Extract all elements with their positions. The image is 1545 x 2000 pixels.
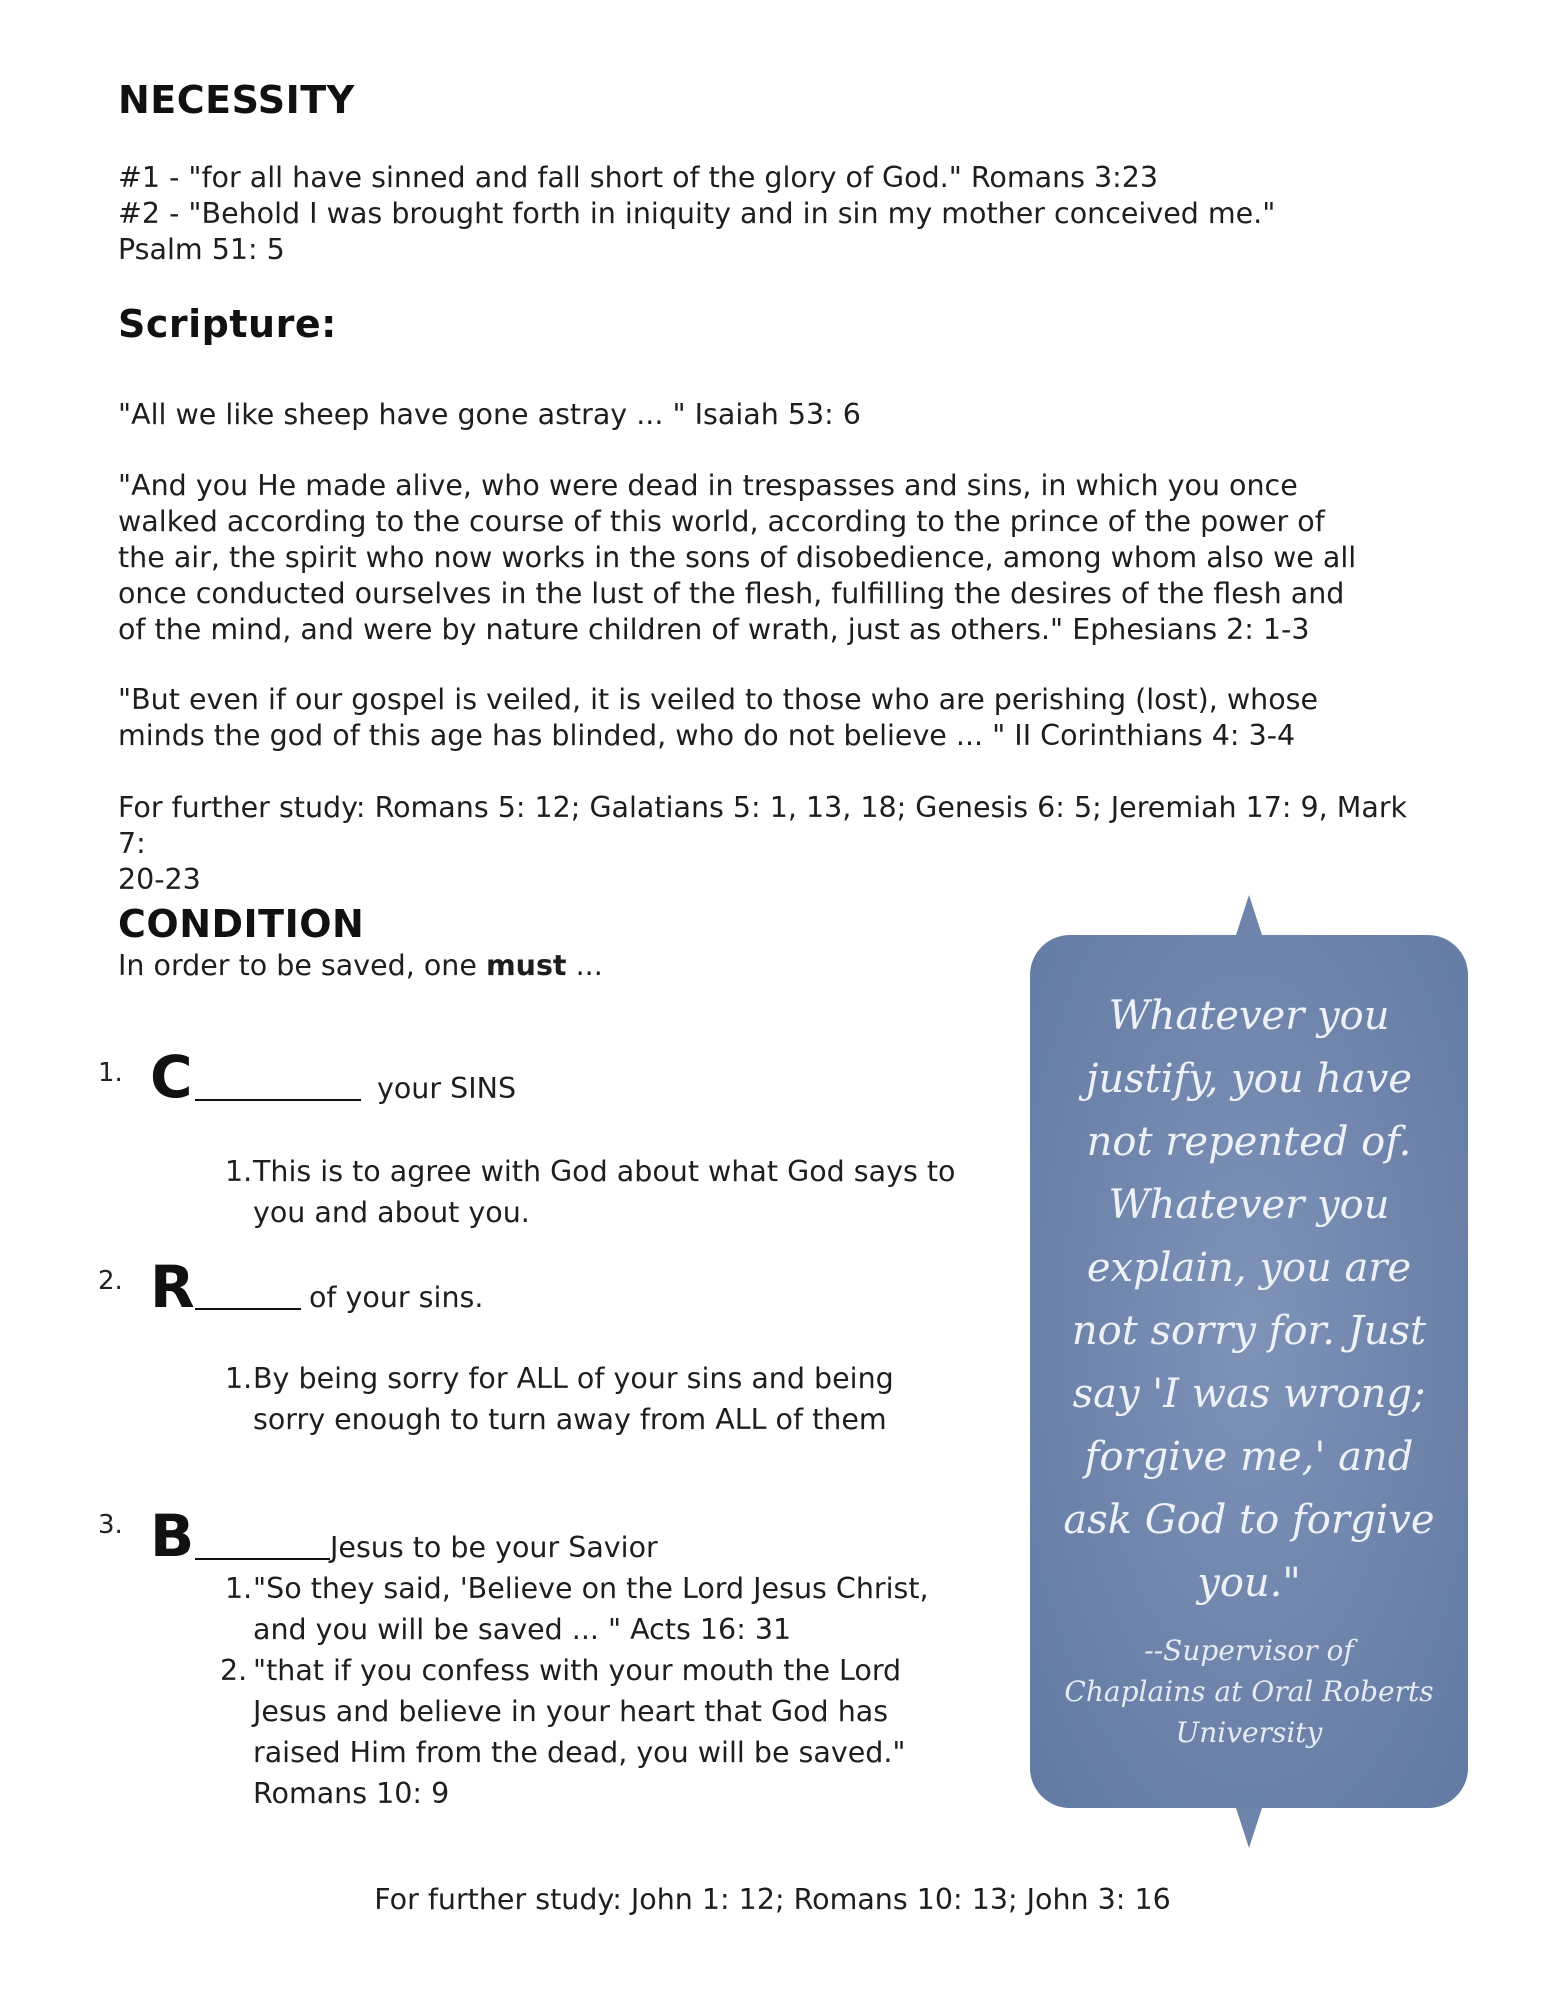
sub-item-line: you and about you. [253,1196,530,1229]
quote-line: not sorry for. Just [1071,1308,1427,1354]
quote-line: not repented of. [1086,1119,1412,1165]
item-letter-b: B [150,1502,195,1570]
sub-item-line: sorry enough to turn away from ALL of them [253,1403,887,1436]
attribution-line: --Supervisor of [1144,1634,1354,1667]
item-number: 3. [98,1510,123,1540]
sub-item-line: "So they said, 'Believe on the Lord Jesus Christ, [253,1572,929,1605]
item-letter-c: C [150,1043,193,1111]
sub-list-item [220,1650,985,1814]
sub-list-item [225,1151,985,1233]
scripture-p2-line: of the mind, and were by nature children of wrath, just as others." Ephesians 2: 1-3 [118,613,1310,646]
further-study-line: For further study: Romans 5: 12; Galatians 5: 1, 13, 18; Genesis 6: 5; Jeremiah 17: 9, Mark 7: [118,791,1408,860]
scripture-p2 [118,468,1438,648]
quote-attribution [1040,1630,1458,1753]
sub-item-line: raised Him from the dead, you will be saved." [253,1736,906,1769]
item-letter-r: R [150,1253,195,1321]
necessity-heading: NECESSITY [118,78,355,122]
condition-intro-text: In order to be saved, one [118,949,486,982]
scripture-p2-line: once conducted ourselves in the lust of the flesh, fulfilling the desires of the flesh and [118,577,1345,610]
sub-item-number: 2. [220,1654,248,1687]
condition-intro-must: must [485,949,567,982]
sub-item-number: 1. [225,1362,253,1395]
attribution-line: Chaplains at Oral Roberts [1064,1675,1434,1708]
condition-heading: CONDITION [118,902,365,946]
item-text: your SINS [377,1072,517,1105]
scripture-p3-line: minds the god of this age has blinded, who do not believe ... " II Corinthians 4: 3-4 [118,719,1296,752]
scripture-p3 [118,682,1438,754]
scripture-p2-line: "And you He made alive, who were dead in trespasses and sins, in which you once [118,469,1298,502]
condition-further-study: For further study: John 1: 12; Romans 10: 13; John 3: 16 [374,1883,1171,1916]
fill-in-blank [195,1557,330,1560]
scripture-further-study [118,790,1438,898]
item-number: 1. [98,1058,123,1088]
necessity-line-3: Psalm 51: 5 [118,233,285,266]
sub-item-line: By being sorry for ALL of your sins and being [253,1362,894,1395]
sub-item-line: and you will be saved ... " Acts 16: 31 [253,1613,792,1646]
quote-line: Whatever you [1108,1182,1390,1228]
scripture-p2-line: the air, the spirit who now works in the sons of disobedience, among whom also we all [118,541,1357,574]
attribution-line: University [1175,1716,1323,1749]
quote-line: forgive me,' and [1084,1434,1414,1480]
card-top-ornament [1236,895,1262,935]
item-text: Jesus to be your Savior [330,1531,658,1564]
sub-list-item [225,1358,985,1440]
quote-line: ask God to forgive [1063,1497,1435,1543]
necessity-line-1: #1 - "for all have sinned and fall short of the glory of God." Romans 3:23 [118,161,1159,194]
card-bottom-ornament [1236,1808,1262,1848]
scripture-heading: Scripture: [118,302,337,346]
sub-item-number: 1. [225,1572,253,1605]
condition-intro-ellipsis: ... [566,949,603,982]
quote-text [1040,985,1458,1615]
quote-line: Whatever you [1108,993,1390,1039]
condition-intro [118,948,603,984]
fill-in-blank [195,1307,301,1310]
necessity-text [118,160,1438,268]
fill-in-blank [195,1098,361,1101]
quote-line: justify, you have [1085,1056,1413,1102]
item-text: of your sins. [309,1281,484,1314]
quote-line: explain, you are [1086,1245,1412,1291]
sub-item-line: "that if you confess with your mouth the Lord [253,1654,902,1687]
scripture-p3-line: "But even if our gospel is veiled, it is veiled to those who are perishing (lost), whose [118,683,1319,716]
quote-line: you." [1197,1560,1301,1606]
quote-line: say 'I was wrong; [1072,1371,1426,1417]
sub-list-item [225,1568,985,1650]
item-number: 2. [98,1266,123,1296]
sub-item-line: Romans 10: 9 [253,1777,450,1810]
scripture-p2-line: walked according to the course of this world, according to the prince of the power of [118,505,1325,538]
sub-item-number: 1. [225,1155,253,1188]
scripture-p1: "All we like sheep have gone astray ... " Isaiah 53: 6 [118,398,861,431]
further-study-line: 20-23 [118,863,201,896]
sub-item-line: This is to agree with God about what God says to [253,1155,956,1188]
necessity-line-2: #2 - "Behold I was brought forth in iniquity and in sin my mother conceived me." [118,197,1276,230]
sub-item-line: Jesus and believe in your heart that God has [253,1695,889,1728]
